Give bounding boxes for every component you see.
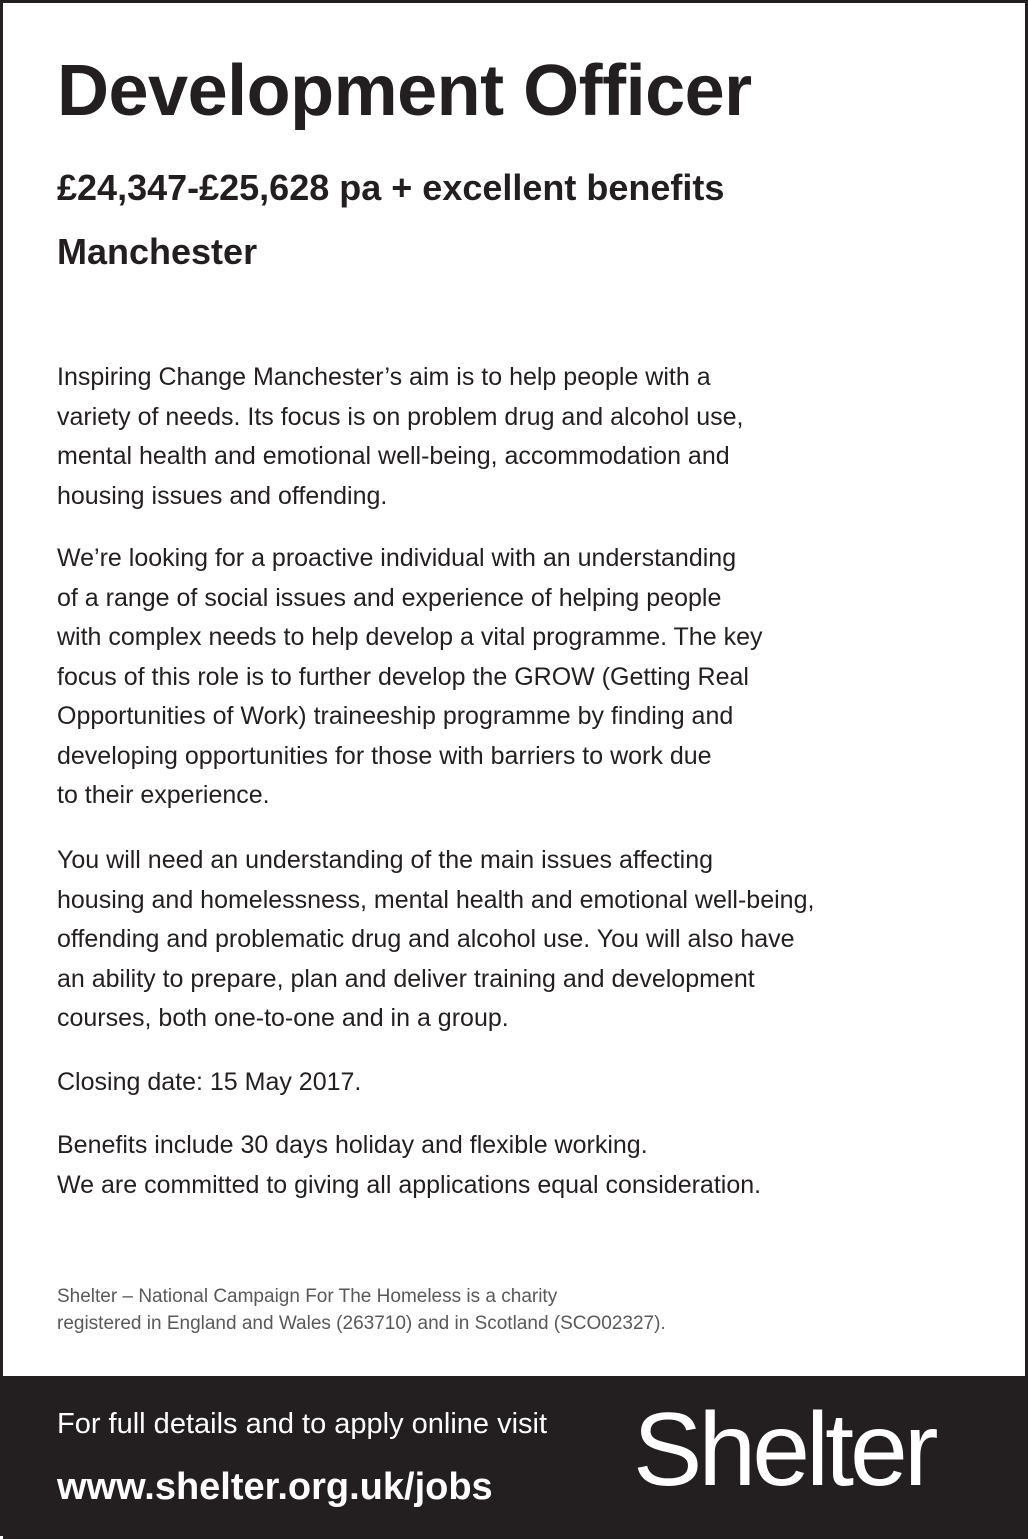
text-line: of a range of social issues and experience of helping people (57, 583, 722, 612)
text-line: variety of needs. Its focus is on problem drug and alcohol use, (57, 402, 744, 431)
text-line: housing issues and offending. (57, 481, 388, 510)
job-title: Development Officer (57, 51, 752, 131)
shelter-logo: Shelter (633, 1392, 935, 1508)
text-line: You will need an understanding of the main issues affecting (57, 846, 714, 874)
text-line: Shelter – National Campaign For The Homeless is a charity (57, 1286, 558, 1307)
charity-note (57, 1283, 666, 1337)
text-line: offending and problematic drug and alcohol use. You will also have (57, 925, 795, 953)
closing-date: Closing date: 15 May 2017. (57, 1068, 362, 1096)
footer-banner (3, 1376, 1028, 1539)
text-line: courses, both one-to-one and in a group. (57, 1004, 509, 1032)
text-line: registered in England and Wales (263710) and in Scotland (SCO02327). (57, 1313, 666, 1334)
text-line: Benefits include 30 days holiday and flexible working. (57, 1131, 648, 1159)
text-line: an ability to prepare, plan and deliver training and development (57, 964, 755, 993)
role-paragraph (57, 539, 762, 816)
job-location: Manchester (57, 231, 258, 272)
intro-paragraph (57, 358, 744, 516)
jobs-url-link[interactable]: www.shelter.org.uk/jobs (57, 1466, 493, 1508)
text-line: with complex needs to help develop a vital programme. The key (57, 623, 763, 651)
text-line: developing opportunities for those with barriers to work due (57, 741, 712, 770)
text-line: Opportunities of Work) traineeship programme by finding and (57, 702, 734, 730)
text-line: to their experience. (57, 781, 270, 809)
text-line: mental health and emotional well-being, accommodation and (57, 442, 730, 470)
text-line: Inspiring Change Manchester’s aim is to help people with a (57, 363, 711, 391)
text-line: We are committed to giving all applications equal consideration. (57, 1170, 762, 1199)
benefits-paragraph (57, 1126, 761, 1205)
salary-line: £24,347-£25,628 pa + excellent benefits (57, 167, 725, 208)
text-line: focus of this role is to further develop the GROW (Getting Real (57, 662, 749, 691)
apply-instructions: For full details and to apply online visit (57, 1408, 548, 1440)
requirements-paragraph (57, 841, 814, 1039)
text-line: We’re looking for a proactive individual with an understanding (57, 544, 737, 572)
text-line: housing and homelessness, mental health and emotional well-being, (57, 885, 815, 914)
